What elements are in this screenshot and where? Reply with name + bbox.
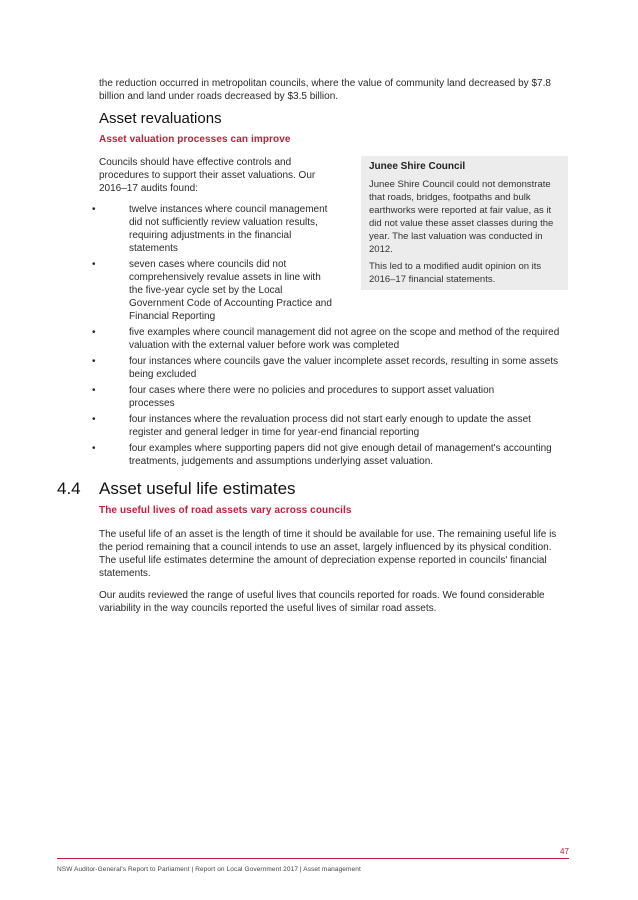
bullet-icon: • [92,204,96,215]
bullet-icon: • [92,259,96,270]
footer-divider [57,858,569,859]
callout-paragraph-1: Junee Shire Council could not demonstrate that roads, bridges, footpaths and bulk earthworks were reported at fair value, as it did not value these asset classes during the year. The last valuation was conducted in 2012. [369,179,554,255]
list-item-text: four instances where councils gave the valuer incomplete asset records, resulting in some assets being excluded [129,356,559,380]
bullet-icon: • [92,414,96,425]
section-heading-useful-life: Asset useful life estimates [99,479,296,498]
useful-life-paragraph-1: The useful life of an asset is the length of time it should be available for use. The remaining useful life is the period remaining that a council intends to use an asset, largely influenced by its physical condition. The useful life estimates determine the amount of depreciation expense reported in councils' financial statements. [99,529,557,579]
list-item-text: seven cases where councils did not comprehensively revalue assets in line with the five-year cycle set by the Local Government Code of Accounting Practice and Financial Reporting [129,259,332,322]
section-heading-asset-revaluations: Asset revaluations [99,110,222,127]
page-number: 47 [560,847,569,856]
list-item [92,326,563,352]
audit-findings-list [92,203,570,471]
subheading-asset-valuation-processes: Asset valuation processes can improve [99,134,291,145]
footer-text: NSW Auditor-General's Report to Parliament | Report on Local Government 2017 | Asset management [57,866,361,873]
intro-paragraph: the reduction occurred in metropolitan councils, where the value of community land decreased by $7.8 billion and land under roads decreased by $3.5 billion. [99,78,551,102]
callout-title: Junee Shire Council [369,161,466,172]
list-item-text: four examples where supporting papers did not give enough detail of management's accounting treatments, judgements and assumptions underlying asset valuation. [129,443,552,467]
list-item [92,355,563,381]
list-item-text: four cases where there were no policies and procedures to support asset valuation processes [129,385,495,409]
list-item [92,413,563,439]
useful-life-paragraph-2: Our audits reviewed the range of useful lives that councils reported for roads. We found considerable variability in the way councils reported the useful lives of similar road assets. [99,590,545,614]
subheading-useful-lives-road-assets: The useful lives of road assets vary across councils [99,505,352,516]
callout-paragraph-2: This led to a modified audit opinion on its 2016–17 financial statements. [369,261,542,285]
bullet-icon: • [92,356,96,367]
list-item [92,384,564,410]
list-item [92,203,341,255]
revaluation-intro-paragraph: Councils should have effective controls and procedures to support their asset valuations. Our 2016–17 audits found: [99,157,316,194]
list-item-text: twelve instances where council management did not sufficiently review valuation results, requiring adjustments in the financial statements [129,204,328,254]
section-number: 4.4 [57,479,81,498]
bullet-icon: • [92,327,96,338]
list-item [92,258,570,323]
list-item-text: five examples where council management did not agree on the scope and method of the required valuation with the external valuer before work was completed [129,327,560,351]
bullet-icon: • [92,385,96,396]
bullet-icon: • [92,443,96,454]
list-item-text: four instances where the revaluation process did not start early enough to update the asset register and general ledger in time for year-end financial reporting [129,414,531,438]
list-item [92,442,563,468]
